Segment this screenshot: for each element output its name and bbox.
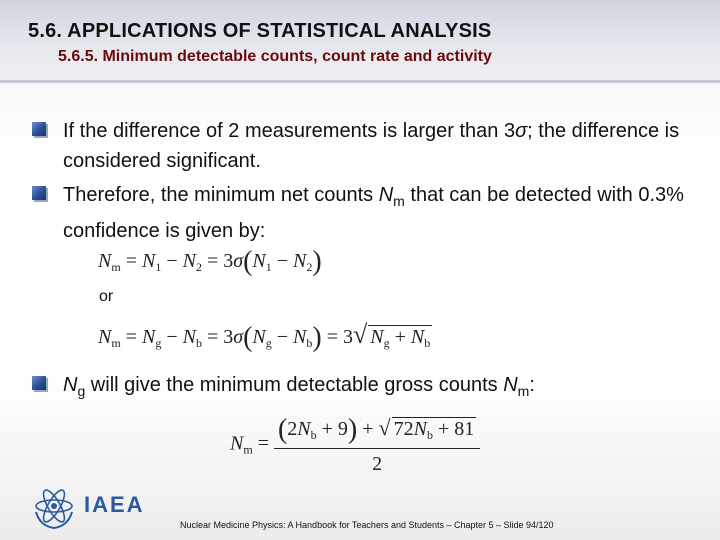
fraction: $\frac{(2N_b + 9) + √ 72N_b + 81}{2}$: [274, 414, 480, 476]
equation-minimum-detectable: $N_m$ = $\frac{(2N_b + 9) + √ 72N_b + 81}{2}$: [230, 414, 480, 476]
bullet-square-icon: [32, 376, 46, 390]
or-label: or: [99, 288, 114, 305]
bullet-square-icon: [32, 186, 46, 200]
equation-gross-background: $N_m = N_g - N_b = 3\sigma(N_g - N_b) = 3√$ $N_g + N_b$: [98, 320, 431, 353]
bullet-square-icon: [32, 122, 46, 136]
bullet-1-text: If the difference of 2 measurements is larger than 3σ; the difference is considered significant.: [63, 120, 680, 172]
slide-title: 5.6. APPLICATIONS OF STATISTICAL ANALYSIS: [28, 20, 492, 42]
equation-net-counts: $N_m = N_1 - N_2 = 3\sigma(N_1 - N_2)$: [98, 246, 322, 277]
iaea-logo: [30, 482, 156, 530]
logo-text: IAEA: [84, 492, 145, 517]
bullet-3-text: $N_g$ will give the minimum detectable gross counts $N_m$:: [63, 374, 535, 399]
slide-footer: Nuclear Medicine Physics: A Handbook for Teachers and Students – Chapter 5 – Slide 94/120: [180, 520, 554, 530]
bullet-2-text: Therefore, the minimum net counts $N_m$ that can be detected with 0.3% confidence is given by:: [63, 184, 684, 242]
bullet-1: [32, 116, 692, 176]
bullet-2: [32, 180, 692, 246]
header-rule: [0, 80, 720, 83]
slide-subtitle: 5.6.5. Minimum detectable counts, count rate and activity: [58, 48, 492, 65]
bullet-3: [32, 370, 692, 406]
